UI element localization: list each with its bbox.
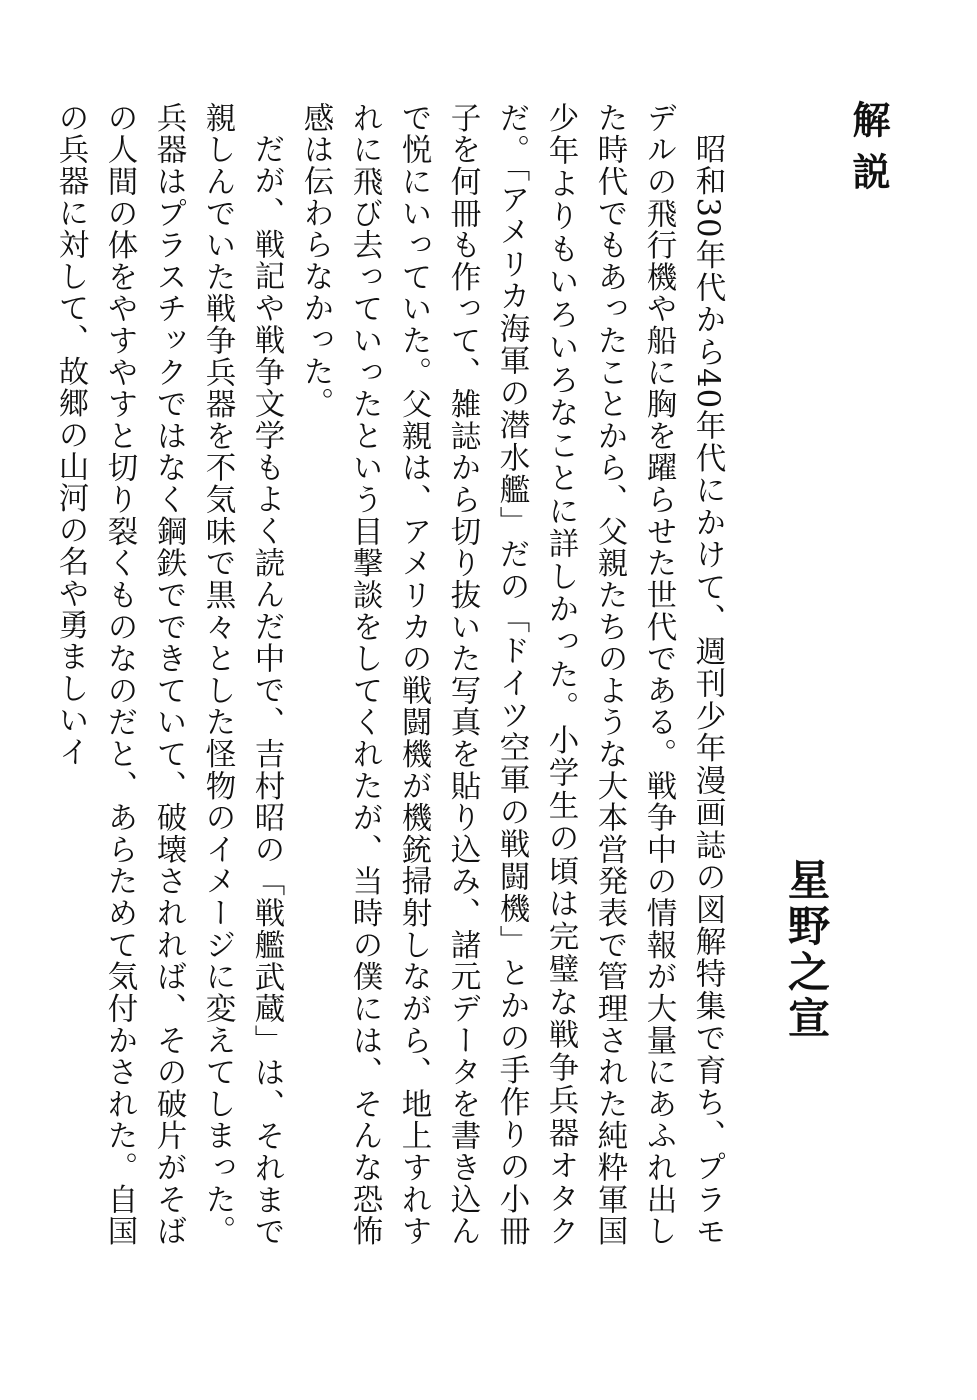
body-text xyxy=(32,102,732,1247)
author-name: 星野之宣 xyxy=(782,858,831,1042)
section-heading: 解説 xyxy=(846,100,890,204)
paragraph: だが、戦記や戦争文学もよく読んだ中で、吉村昭の「戦艦武蔵」は、それまで親しんでいた戦争兵器を不気味で黒々とした怪物のイメージに変えてしまった。兵器はプラスチックではなく鋼鉄でできていて、破壊されれば、その破片がそばの人間の体をやすやすと切り裂くものなのだと、あらためて気付かされた。自国の兵器に対して、故郷の山河の名や勇ましいイ xyxy=(53,102,284,1247)
paragraph: 昭和30年代から40年代にかけて、週刊少年漫画誌の図解特集で育ち、プラモデルの飛行機や船に胸を躍らせた世代である。戦争中の情報が大量にあふれ出した時代でもあったことから、父親たちのような大本営発表で管理された純粋軍国少年よりもいろいろなことに詳しかった。小学生の頃は完璧な戦争兵器オタクだ。「アメリカ海軍の潜水艦」だの「ドイツ空軍の戦闘機」とかの手作りの小冊子を何冊も作って、雑誌から切り抜いた写真を貼り込み、諸元データを書き込んで悦にいっていた。父親は、アメリカの戦闘機が機銃掃射しながら、地上すれすれに飛び去っていったという目撃談をしてくれたが、当時の僕には、そんな恐怖感は伝わらなかった。 xyxy=(298,102,725,1247)
